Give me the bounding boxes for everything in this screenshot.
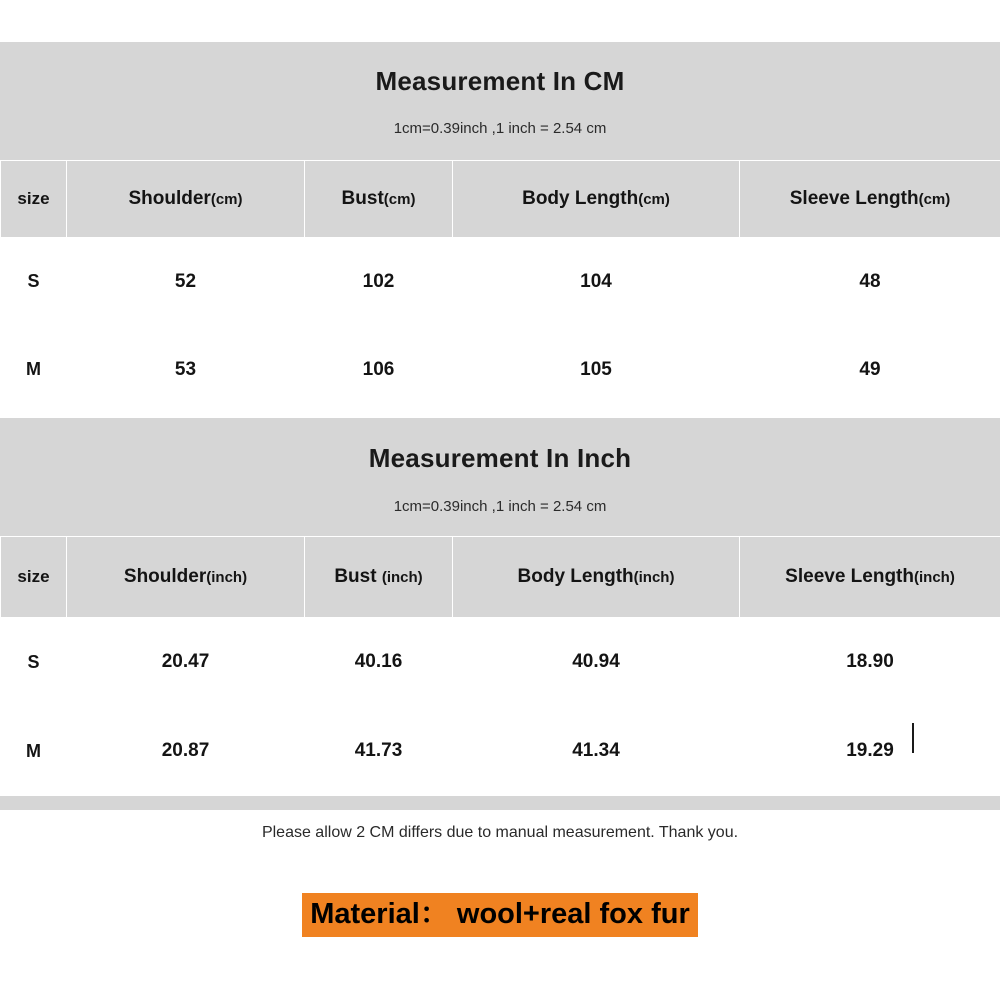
cell-shoulder: 53 bbox=[67, 326, 305, 414]
column-header-sleeve-length-unit: (inch) bbox=[914, 569, 955, 586]
cell-size: M bbox=[1, 707, 67, 796]
cell-sleeve-length: 19.29 bbox=[740, 707, 1000, 796]
table-row bbox=[1, 707, 1000, 796]
cell-size: S bbox=[1, 238, 67, 326]
cell-size: S bbox=[1, 618, 67, 707]
cell-bust: 102 bbox=[305, 238, 453, 326]
column-header-sleeve-length-label: Sleeve Length bbox=[789, 188, 919, 209]
column-header-sleeve-length-unit: (cm) bbox=[918, 191, 951, 208]
cm-measurement-table bbox=[0, 160, 1000, 414]
cell-sleeve-length: 18.90 bbox=[740, 618, 1000, 707]
cell-bust: 41.73 bbox=[305, 707, 453, 796]
table-row bbox=[1, 238, 1000, 326]
column-header-sleeve-length bbox=[740, 537, 1000, 618]
cell-size: M bbox=[1, 326, 67, 414]
column-header-body-length-label: Body Length bbox=[522, 188, 639, 209]
inch-measurement-table bbox=[0, 536, 1000, 796]
table-row bbox=[1, 326, 1000, 414]
column-header-bust bbox=[305, 161, 453, 238]
column-header-sleeve-length-label: Sleeve Length bbox=[785, 566, 914, 587]
cell-body-length: 41.34 bbox=[453, 707, 740, 796]
table-header-row bbox=[1, 537, 1000, 618]
cell-shoulder: 52 bbox=[67, 238, 305, 326]
column-header-bust-unit: (inch) bbox=[381, 569, 423, 586]
cell-body-length: 105 bbox=[453, 326, 740, 414]
table-header-row bbox=[1, 161, 1000, 238]
column-header-shoulder-label: Shoulder bbox=[123, 566, 207, 587]
cell-bust: 40.16 bbox=[305, 618, 453, 707]
column-header-body-length-label: Body Length bbox=[517, 566, 634, 587]
inch-section-subtitle: 1cm=0.39inch ,1 inch = 2.54 cm bbox=[393, 498, 607, 515]
inch-section-title: Measurement In Inch bbox=[368, 443, 632, 473]
column-header-sleeve-length bbox=[740, 161, 1000, 238]
column-header-body-length bbox=[453, 537, 740, 618]
column-header-bust bbox=[305, 537, 453, 618]
column-header-body-length-unit: (inch) bbox=[633, 569, 675, 586]
cell-body-length: 40.94 bbox=[453, 618, 740, 707]
column-header-shoulder-label: Shoulder bbox=[128, 188, 211, 209]
column-header-shoulder bbox=[67, 161, 305, 238]
column-header-body-length-unit: (cm) bbox=[638, 191, 670, 208]
column-header-size: size bbox=[1, 537, 67, 618]
cm-section-subtitle: 1cm=0.39inch ,1 inch = 2.54 cm bbox=[393, 120, 607, 137]
table-row bbox=[1, 618, 1000, 707]
cell-sleeve-length: 48 bbox=[740, 238, 1000, 326]
cm-section-title: Measurement In CM bbox=[375, 66, 625, 96]
measurement-disclaimer: Please allow 2 CM differs due to manual measurement. Thank you. bbox=[261, 824, 739, 841]
cell-shoulder: 20.47 bbox=[67, 618, 305, 707]
column-header-bust-label: Bust bbox=[334, 566, 382, 587]
column-header-bust-unit: (cm) bbox=[383, 191, 416, 208]
column-header-shoulder bbox=[67, 537, 305, 618]
column-header-size: size bbox=[1, 161, 67, 238]
column-header-shoulder-unit: (cm) bbox=[210, 191, 243, 208]
material-row bbox=[0, 893, 1000, 937]
text-caret bbox=[912, 723, 914, 753]
column-header-bust-label: Bust bbox=[341, 188, 384, 209]
cell-shoulder: 20.87 bbox=[67, 707, 305, 796]
cell-bust: 106 bbox=[305, 326, 453, 414]
cell-sleeve-length: 49 bbox=[740, 326, 1000, 414]
column-header-body-length bbox=[453, 161, 740, 238]
material-highlight-text: Material： wool+real fox fur bbox=[302, 893, 698, 937]
column-header-shoulder-unit: (inch) bbox=[206, 569, 248, 586]
cell-body-length: 104 bbox=[453, 238, 740, 326]
